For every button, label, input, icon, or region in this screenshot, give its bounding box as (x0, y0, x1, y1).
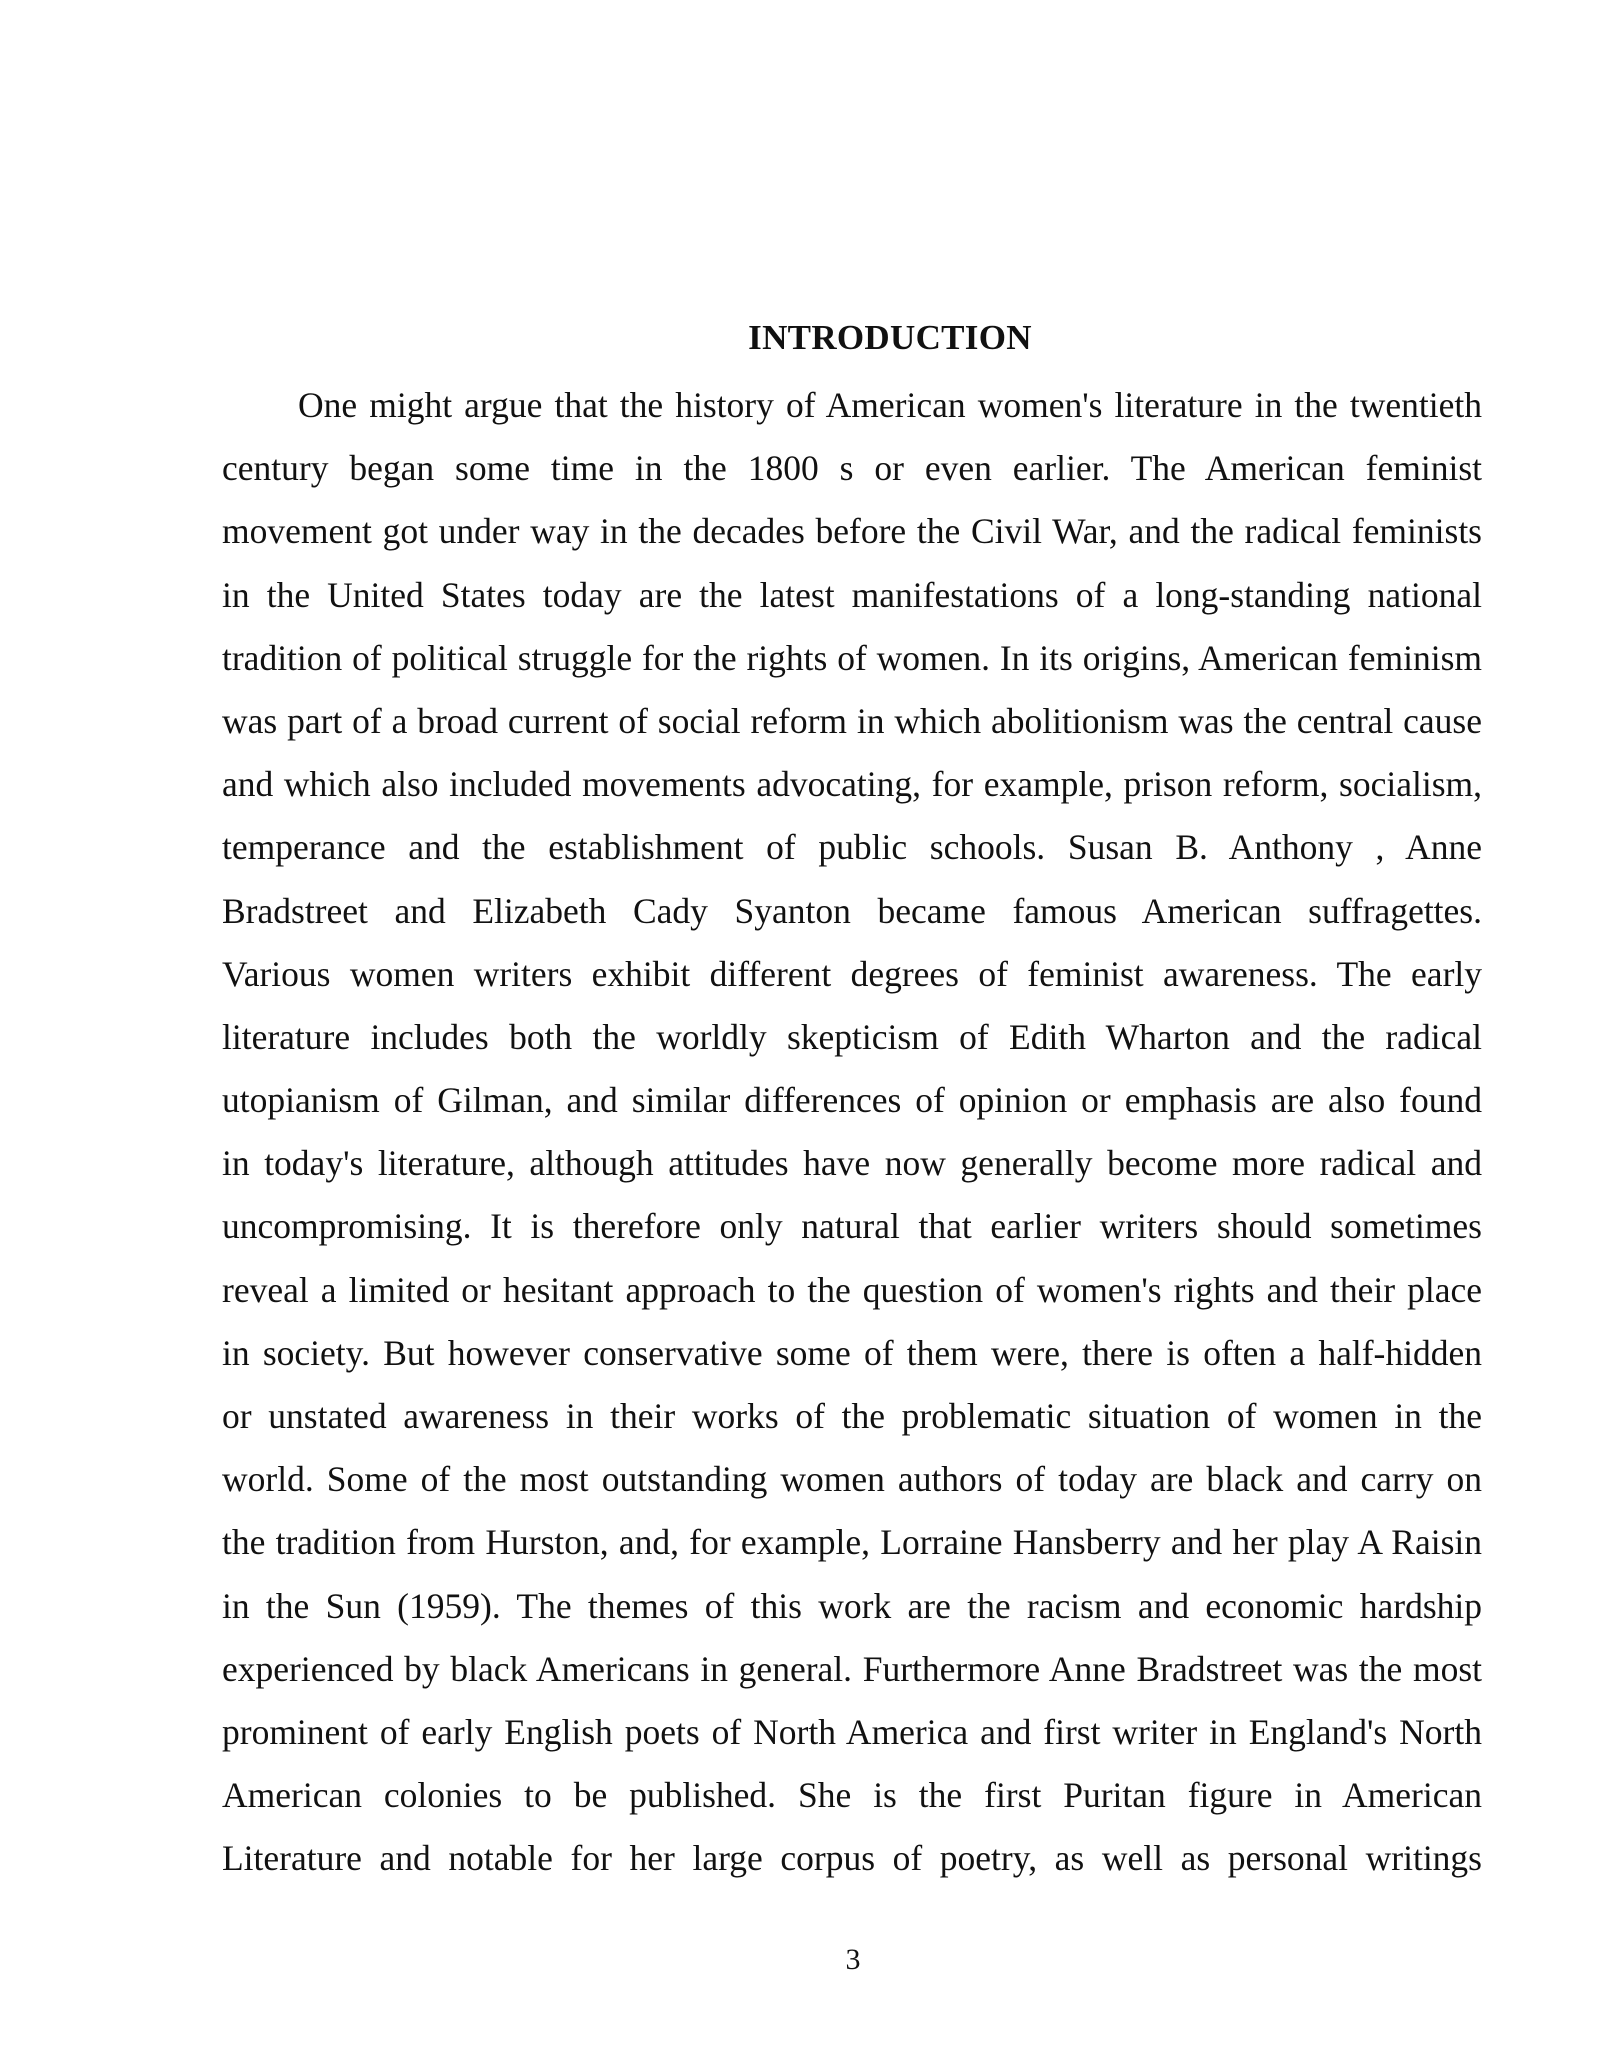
text-line: reveal a limited or hesitant approach to the question of women's rights and their place (222, 1269, 1482, 1310)
text-line: movement got under way in the decades before the Civil War, and the radical feminists (222, 511, 1482, 552)
body-paragraph (222, 374, 1482, 1891)
text-line: century began some time in the 1800 s or even earlier. The American feminist (222, 448, 1482, 489)
text-line: and which also included movements advocating, for example, prison reform, socialism, (222, 764, 1482, 805)
text-line: temperance and the establishment of public schools. Susan B. Anthony , Anne (222, 827, 1482, 868)
text-line: experienced by black Americans in general. Furthermore Anne Bradstreet was the most (222, 1648, 1482, 1689)
page-number: 3 (845, 1943, 861, 1976)
text-line: in society. But however conservative some of them were, there is often a half-hidden (222, 1332, 1482, 1373)
text-line: Various women writers exhibit different degrees of feminist awareness. The early (222, 953, 1482, 994)
text-line: in the Sun (1959). The themes of this work are the racism and economic hardship (222, 1585, 1482, 1626)
text-line: American colonies to be published. She is the first Puritan figure in American (222, 1775, 1482, 1816)
text-line: or unstated awareness in their works of the problematic situation of women in the (222, 1396, 1482, 1436)
text-line: One might argue that the history of American women's literature in the twentieth (298, 385, 1482, 425)
text-line: Literature and notable for her large corpus of poetry, as well as personal writings (222, 1838, 1482, 1879)
text-line: the tradition from Hurston, and, for example, Lorraine Hansberry and her play A Raisin (222, 1522, 1482, 1563)
text-line: in the United States today are the latest manifestations of a long-standing national (222, 574, 1482, 615)
text-line: world. Some of the most outstanding women authors of today are black and carry on (222, 1459, 1482, 1500)
text-line: literature includes both the worldly skepticism of Edith Wharton and the radical (222, 1016, 1482, 1057)
text-line: prominent of early English poets of North America and first writer in England's North (222, 1711, 1482, 1752)
text-line: was part of a broad current of social reform in which abolitionism was the central cause (222, 700, 1482, 741)
text-line: tradition of political struggle for the rights of women. In its origins, American feminism (222, 637, 1482, 678)
text-line: uncompromising. It is therefore only natural that earlier writers should sometimes (222, 1206, 1482, 1247)
section-heading: INTRODUCTION (748, 318, 1032, 357)
text-line: in today's literature, although attitudes have now generally become more radical and (222, 1143, 1482, 1184)
text-line: utopianism of Gilman, and similar differences of opinion or emphasis are also found (222, 1080, 1482, 1121)
text-line: Bradstreet and Elizabeth Cady Syanton became famous American suffragettes. (222, 890, 1482, 931)
